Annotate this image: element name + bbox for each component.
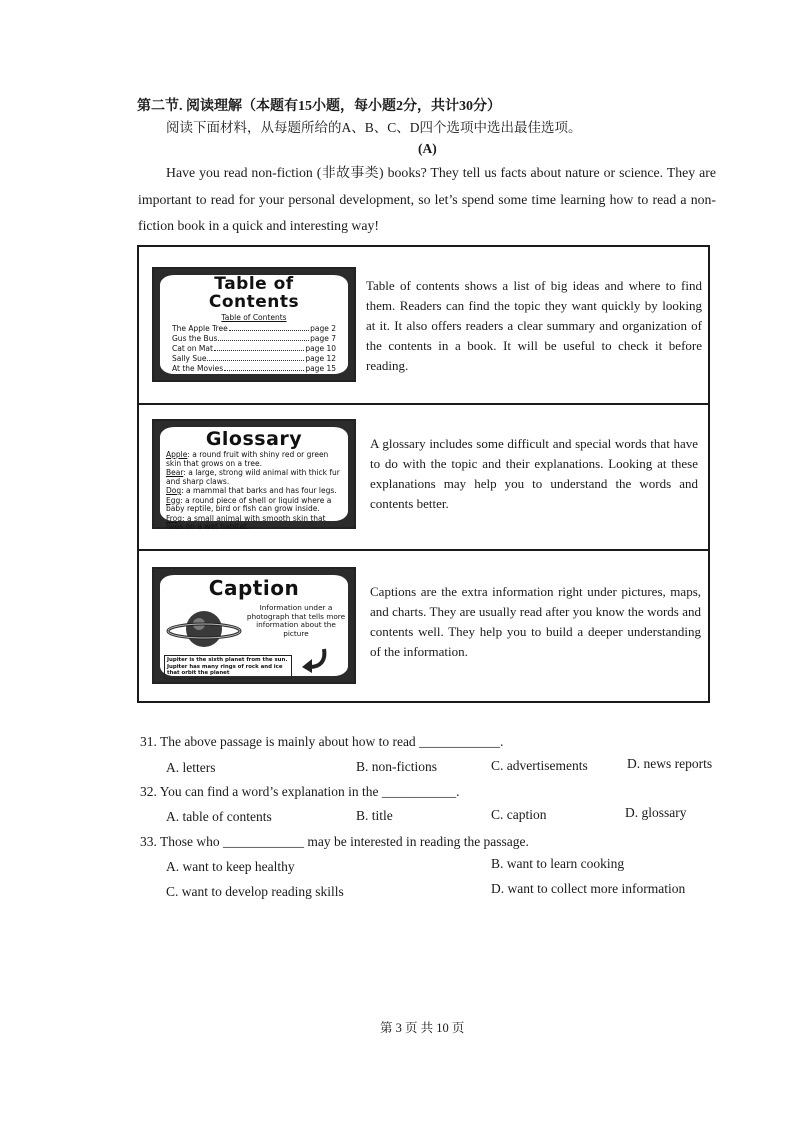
caption-heading: Caption bbox=[208, 576, 300, 600]
curved-arrow-icon bbox=[300, 647, 330, 673]
question-33-option-d: D. want to collect more information bbox=[491, 881, 686, 896]
page-number: 第 3 页 共 10 页 bbox=[380, 1021, 465, 1035]
passage-label: (A) bbox=[418, 141, 437, 156]
intro-paragraph: Have you read non-fiction (非故事类) books? They tell us facts about nature or science. They are important to read for your personal development, so let’s spend some time learning how to read a non-fiction book in a quick and interesting way! bbox=[138, 165, 716, 233]
divider bbox=[139, 549, 708, 551]
glossary-entry: Apple: a round fruit with shiny red or green skin that grows on a tree. bbox=[166, 450, 329, 468]
caption-illustration bbox=[152, 567, 356, 684]
toc-entry: At the Movies page 15 bbox=[172, 364, 336, 373]
glossary-entry: Frog: a small animal with smooth skin that lives on a wet habitat. bbox=[166, 513, 326, 531]
planet-caption: Jupiter is the sixth planet from the sun. Jupiter has many rings of rock and ice that orbit the planet bbox=[164, 655, 292, 679]
question-32-stem: 32. You can find a word’s explanation in the ___________. bbox=[140, 784, 460, 799]
toc-heading-line2: Contents bbox=[208, 292, 300, 312]
question-31-option-a: A. letters bbox=[166, 760, 216, 775]
toc-entry: Gus the Bus page 7 bbox=[172, 334, 336, 343]
reading-info-box bbox=[137, 245, 710, 703]
toc-list bbox=[172, 324, 336, 374]
question-32-option-a: A. table of contents bbox=[166, 809, 272, 824]
toc-heading-line1: Table of bbox=[214, 274, 294, 294]
glossary-entry: Bear: a large, strong wild animal with thick fur and sharp claws. bbox=[166, 468, 340, 486]
planet-icon bbox=[166, 603, 242, 655]
question-33-option-b: B. want to learn cooking bbox=[491, 856, 625, 871]
question-31-option-c: C. advertisements bbox=[491, 758, 588, 773]
toc-entry: The Apple Tree page 2 bbox=[172, 324, 336, 333]
question-33-stem: 33. Those who ____________ may be interested in reading the passage. bbox=[140, 834, 529, 849]
glossary-description: A glossary includes some difficult and special words that have to do with the topic and their explanations. Looking at these explanations may help you to understand the words and contents better. bbox=[370, 436, 698, 511]
instructions: 阅读下面材料，从每题所给的A、B、C、D四个选项中选出最佳选项。 bbox=[166, 120, 582, 135]
question-31-option-d: D. news reports bbox=[627, 756, 713, 771]
caption-note: Information under a photograph that tells more information about the picture bbox=[246, 603, 346, 638]
glossary-illustration bbox=[152, 419, 356, 529]
caption-description: Captions are the extra information right under pictures, maps, and charts. They are usually read after you know the words and contents well. They help you to build a deeper understanding of the information. bbox=[370, 584, 701, 659]
glossary-entry: Dog: a mammal that barks and has four legs. bbox=[166, 486, 337, 495]
question-32-option-c: C. caption bbox=[491, 807, 547, 822]
divider bbox=[139, 403, 708, 405]
section-title: 第二节. 阅读理解（本题有15小题，每小题2分，共计30分） bbox=[137, 99, 501, 114]
question-31-stem: 31. The above passage is mainly about how to read ____________. bbox=[140, 734, 504, 749]
toc-entry: Cat on Mat page 10 bbox=[172, 344, 336, 353]
glossary-list bbox=[166, 451, 342, 532]
glossary-heading: Glossary bbox=[205, 428, 303, 450]
question-33-option-c: C. want to develop reading skills bbox=[166, 884, 344, 899]
question-33-option-a: A. want to keep healthy bbox=[166, 859, 295, 874]
question-32-option-d: D. glossary bbox=[625, 805, 687, 820]
toc-illustration bbox=[152, 267, 356, 382]
glossary-entry: Egg: a round piece of shell or liquid where a baby reptile, bird or fish can grow inside. bbox=[166, 495, 332, 513]
toc-entry: Sally Sue page 12 bbox=[172, 354, 336, 363]
question-31-option-b: B. non-fictions bbox=[356, 759, 437, 774]
toc-subtitle: Table of Contents bbox=[221, 313, 287, 322]
question-32-option-b: B. title bbox=[356, 808, 393, 823]
toc-description: Table of contents shows a list of big ideas and where to find them. Readers can find the topic they want quickly by looking at it. It also offers readers a clear summary and organization of the contents in a book. It will be useful to check it before reading. bbox=[366, 278, 702, 373]
